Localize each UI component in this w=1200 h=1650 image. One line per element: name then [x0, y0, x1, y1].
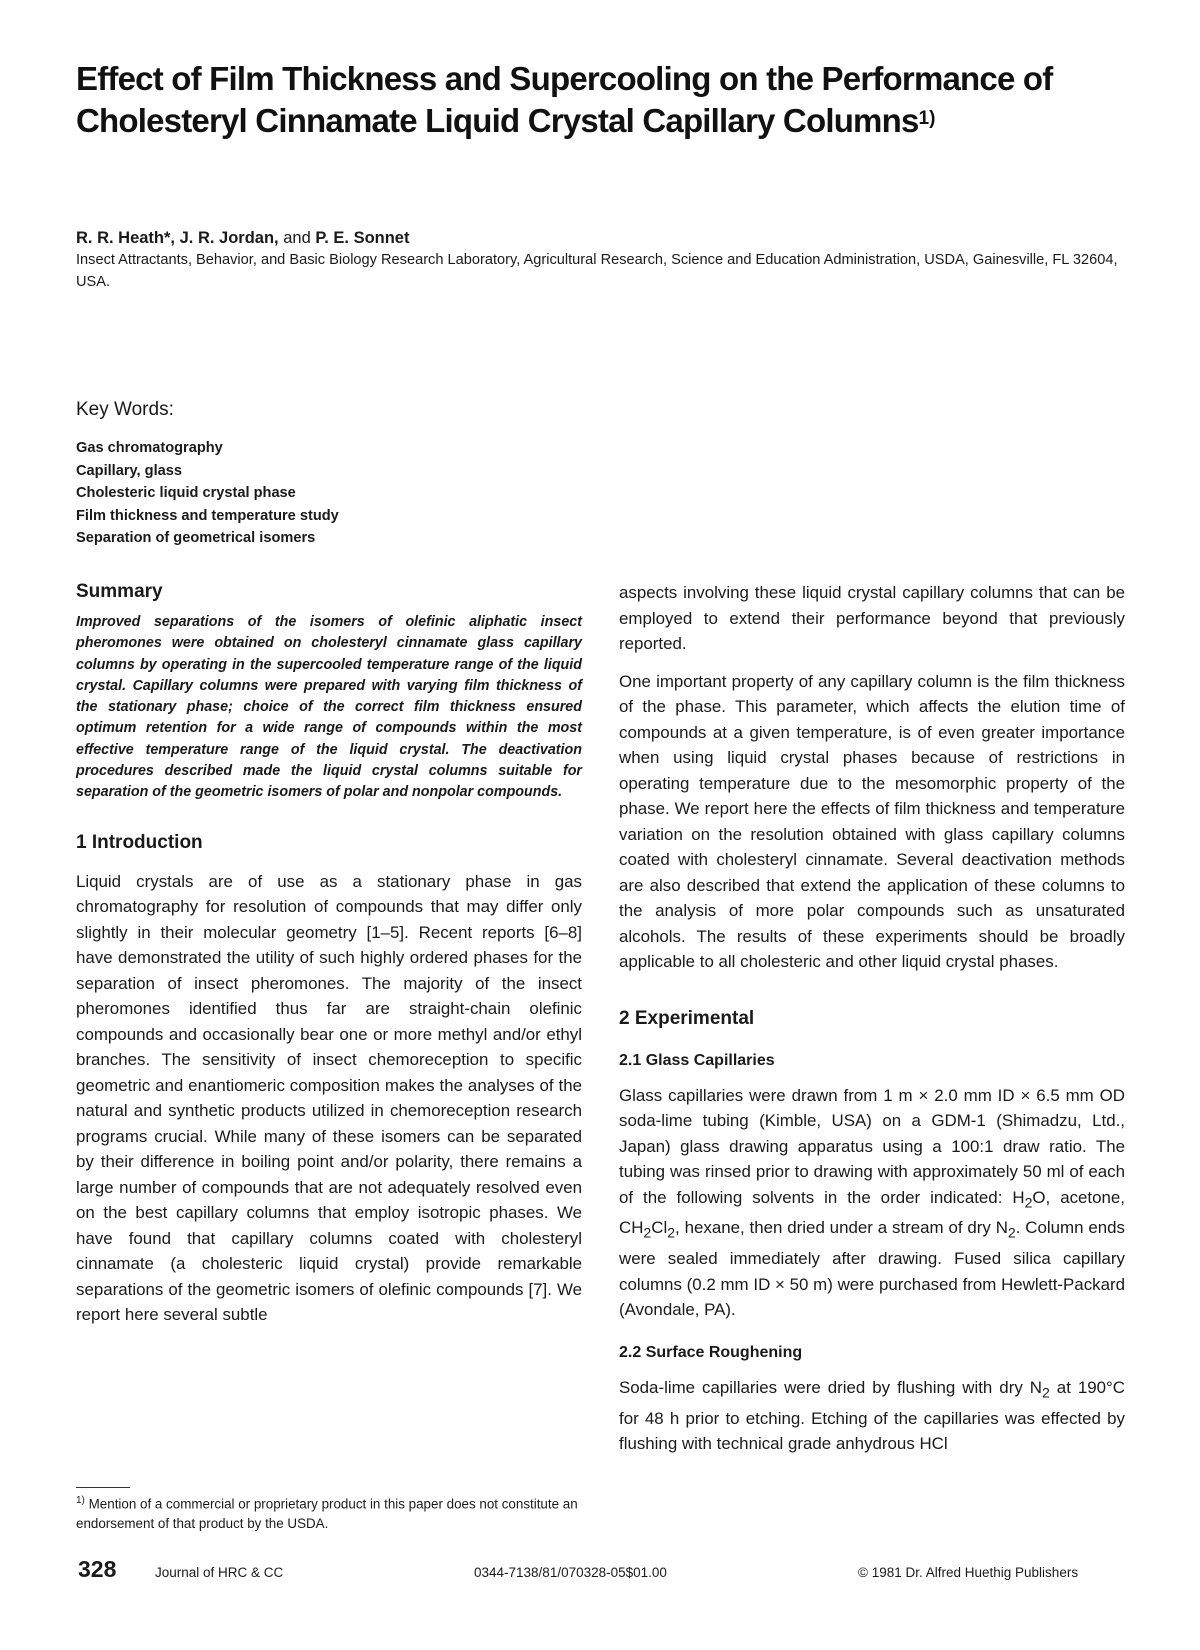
experimental-heading: 2 Experimental — [619, 1007, 755, 1029]
title-footnote-mark: 1) — [918, 108, 936, 129]
paper-title-text: Effect of Film Thickness and Supercooling on the Performance of Cholesteryl Cinnamate Liquid Crystal Capillary Columns — [76, 60, 1053, 139]
journal-name: Journal of HRC & CC — [155, 1565, 284, 1580]
surface-roughening-heading: 2.2 Surface Roughening — [619, 1343, 803, 1361]
introduction-para-2: One important property of any capillary column is the film thickness of the phase. This parameter, which affects the elution time of compounds at a given temperature, is of even greater importance when using liquid crystal phases because of restrictions in operating temperature due to the mesomorphic property of the phase. We report here the effects of film thickness and temperature variation on the resolution obtained with glass capillary columns coated with cholesteryl cinnamate. Several deactivation methods are also described that extend the application of these columns to the analysis of more polar compounds such as unsaturated alcohols. The results of these experiments should be broadly applicable to all cholesteric and other liquid crystal phases. — [619, 671, 1125, 971]
text-segment: . Column ends were sealed immediately after drawing. Fused silica capillary columns (0.2 mm ID × 50 m) were purchased from Hewlett-Packard (Avondale, PA). — [619, 1218, 1125, 1320]
subscript: 2 — [643, 1224, 652, 1241]
copyright: © 1981 Dr. Alfred Huethig Publishers — [858, 1565, 1079, 1580]
keyword-item: Cholesteric liquid crystal phase — [76, 485, 296, 501]
footnote-text: Mention of a commercial or proprietary product in this paper does not constitute an endorsement of that product by the USDA. — [76, 1496, 578, 1532]
summary-text: Improved separations of the isomers of olefinic aliphatic insect pheromones were obtained on cholesteryl cinnamate glass capillary columns by operating in the supercooled temperature range of the liquid crystal. Capillary columns were prepared with varying film thickness of the stationary phase; choice of the correct film thickness ensured optimum retention for a wide range of compounds within the most effective temperature range of the liquid crystal. The deactivation procedures described made the liquid crystal columns suitable for separation of the geometric isomers of polar and nonpolar compounds. — [76, 614, 582, 801]
footnote-rule — [76, 1487, 130, 1488]
introduction-heading: 1 Introduction — [76, 831, 203, 853]
surface-roughening-text — [619, 1375, 1125, 1457]
text-segment: O, acetone, CH — [619, 1187, 1126, 1238]
footnote — [76, 1491, 582, 1534]
text-segment: at 190°C for 48 h prior to etching. Etching of the capillaries was effected by flushing with technical grade anhydrous HCl — [619, 1377, 1126, 1454]
paper-title — [76, 58, 1126, 142]
right-column — [619, 580, 1125, 1457]
authors-last: P. E. Sonnet — [315, 229, 410, 247]
keywords-heading: Key Words: — [76, 399, 174, 420]
text-segment: Glass capillaries were drawn from 1 m × 2.0 mm ID × 6.5 mm OD soda-lime tubing (Kimble, USA) on a GDM-1 (Shimadzu, Ltd., Japan) glass drawing apparatus using a 100:1 draw ratio. The tubing was rinsed prior to drawing with approximately 50 ml of each of the following solvents in the order indicated: H — [619, 1085, 1125, 1207]
introduction-para-1: Liquid crystals are of use as a stationary phase in gas chromatography for resolution of compounds that may differ only slightly in their molecular geometry [1–5]. Recent reports [6–8] have demonstrated the utility of such highly ordered phases for the separation of insect pheromones. The majority of the insect pheromones identified thus far are straight-chain olefinic compounds and occasionally bear one or more methyl and/or ethyl branches. The sensitivity of insect chemoreception to specific geometric and enantiomeric composition makes the analyses of the natural and synthetic products utilized in chemoreception research programs crucial. While many of these isomers can be separated by their difference in boiling point and/or polarity, there remains a large number of compounds that are not adequately resolved even on the best capillary columns that employ isotropic phases. We have found that capillary columns coated with cholesteryl cinnamate (a cholesteric liquid crystal) provide remarkable separations of the geometric isomers of olefinic compounds [7]. We report here several subtle — [76, 871, 582, 1325]
subscript: 2 — [1024, 1193, 1033, 1210]
text-segment: , hexane, then dried under a stream of dry N — [675, 1218, 1008, 1238]
summary-heading: Summary — [76, 581, 163, 602]
keyword-item: Film thickness and temperature study — [76, 507, 339, 524]
text-segment: Cl — [651, 1218, 668, 1238]
keyword-item: Separation of geometrical isomers — [76, 530, 316, 546]
authors-first: R. R. Heath*, J. R. Jordan, — [76, 229, 279, 247]
keywords-list — [76, 437, 339, 550]
subscript: 2 — [1007, 1224, 1016, 1241]
glass-capillaries-heading: 2.1 Glass Capillaries — [619, 1051, 775, 1069]
text-segment: Soda-lime capillaries were dried by flushing with dry N — [619, 1377, 1042, 1397]
page-number: 328 — [78, 1556, 117, 1582]
left-column — [76, 580, 582, 1328]
author-list — [76, 229, 409, 248]
footnote-mark: 1) — [76, 1495, 85, 1506]
introduction-para-1-continued: aspects involving these liquid crystal capillary columns that can be employed to extend their performance beyond that previously reported. — [619, 583, 1125, 653]
subscript: 2 — [667, 1224, 676, 1241]
affiliation: Insect Attractants, Behavior, and Basic Biology Research Laboratory, Agricultural Research, Science and Education Administration, USDA, Gainesville, FL 32604, USA. — [76, 252, 1118, 290]
glass-capillaries-text — [619, 1083, 1125, 1323]
subscript: 2 — [1041, 1384, 1050, 1401]
keyword-item: Gas chromatography — [76, 440, 223, 456]
authors-and: and — [283, 229, 311, 247]
keyword-item: Capillary, glass — [76, 462, 182, 479]
article-code: 0344-7138/81/070328-05$01.00 — [474, 1565, 667, 1580]
